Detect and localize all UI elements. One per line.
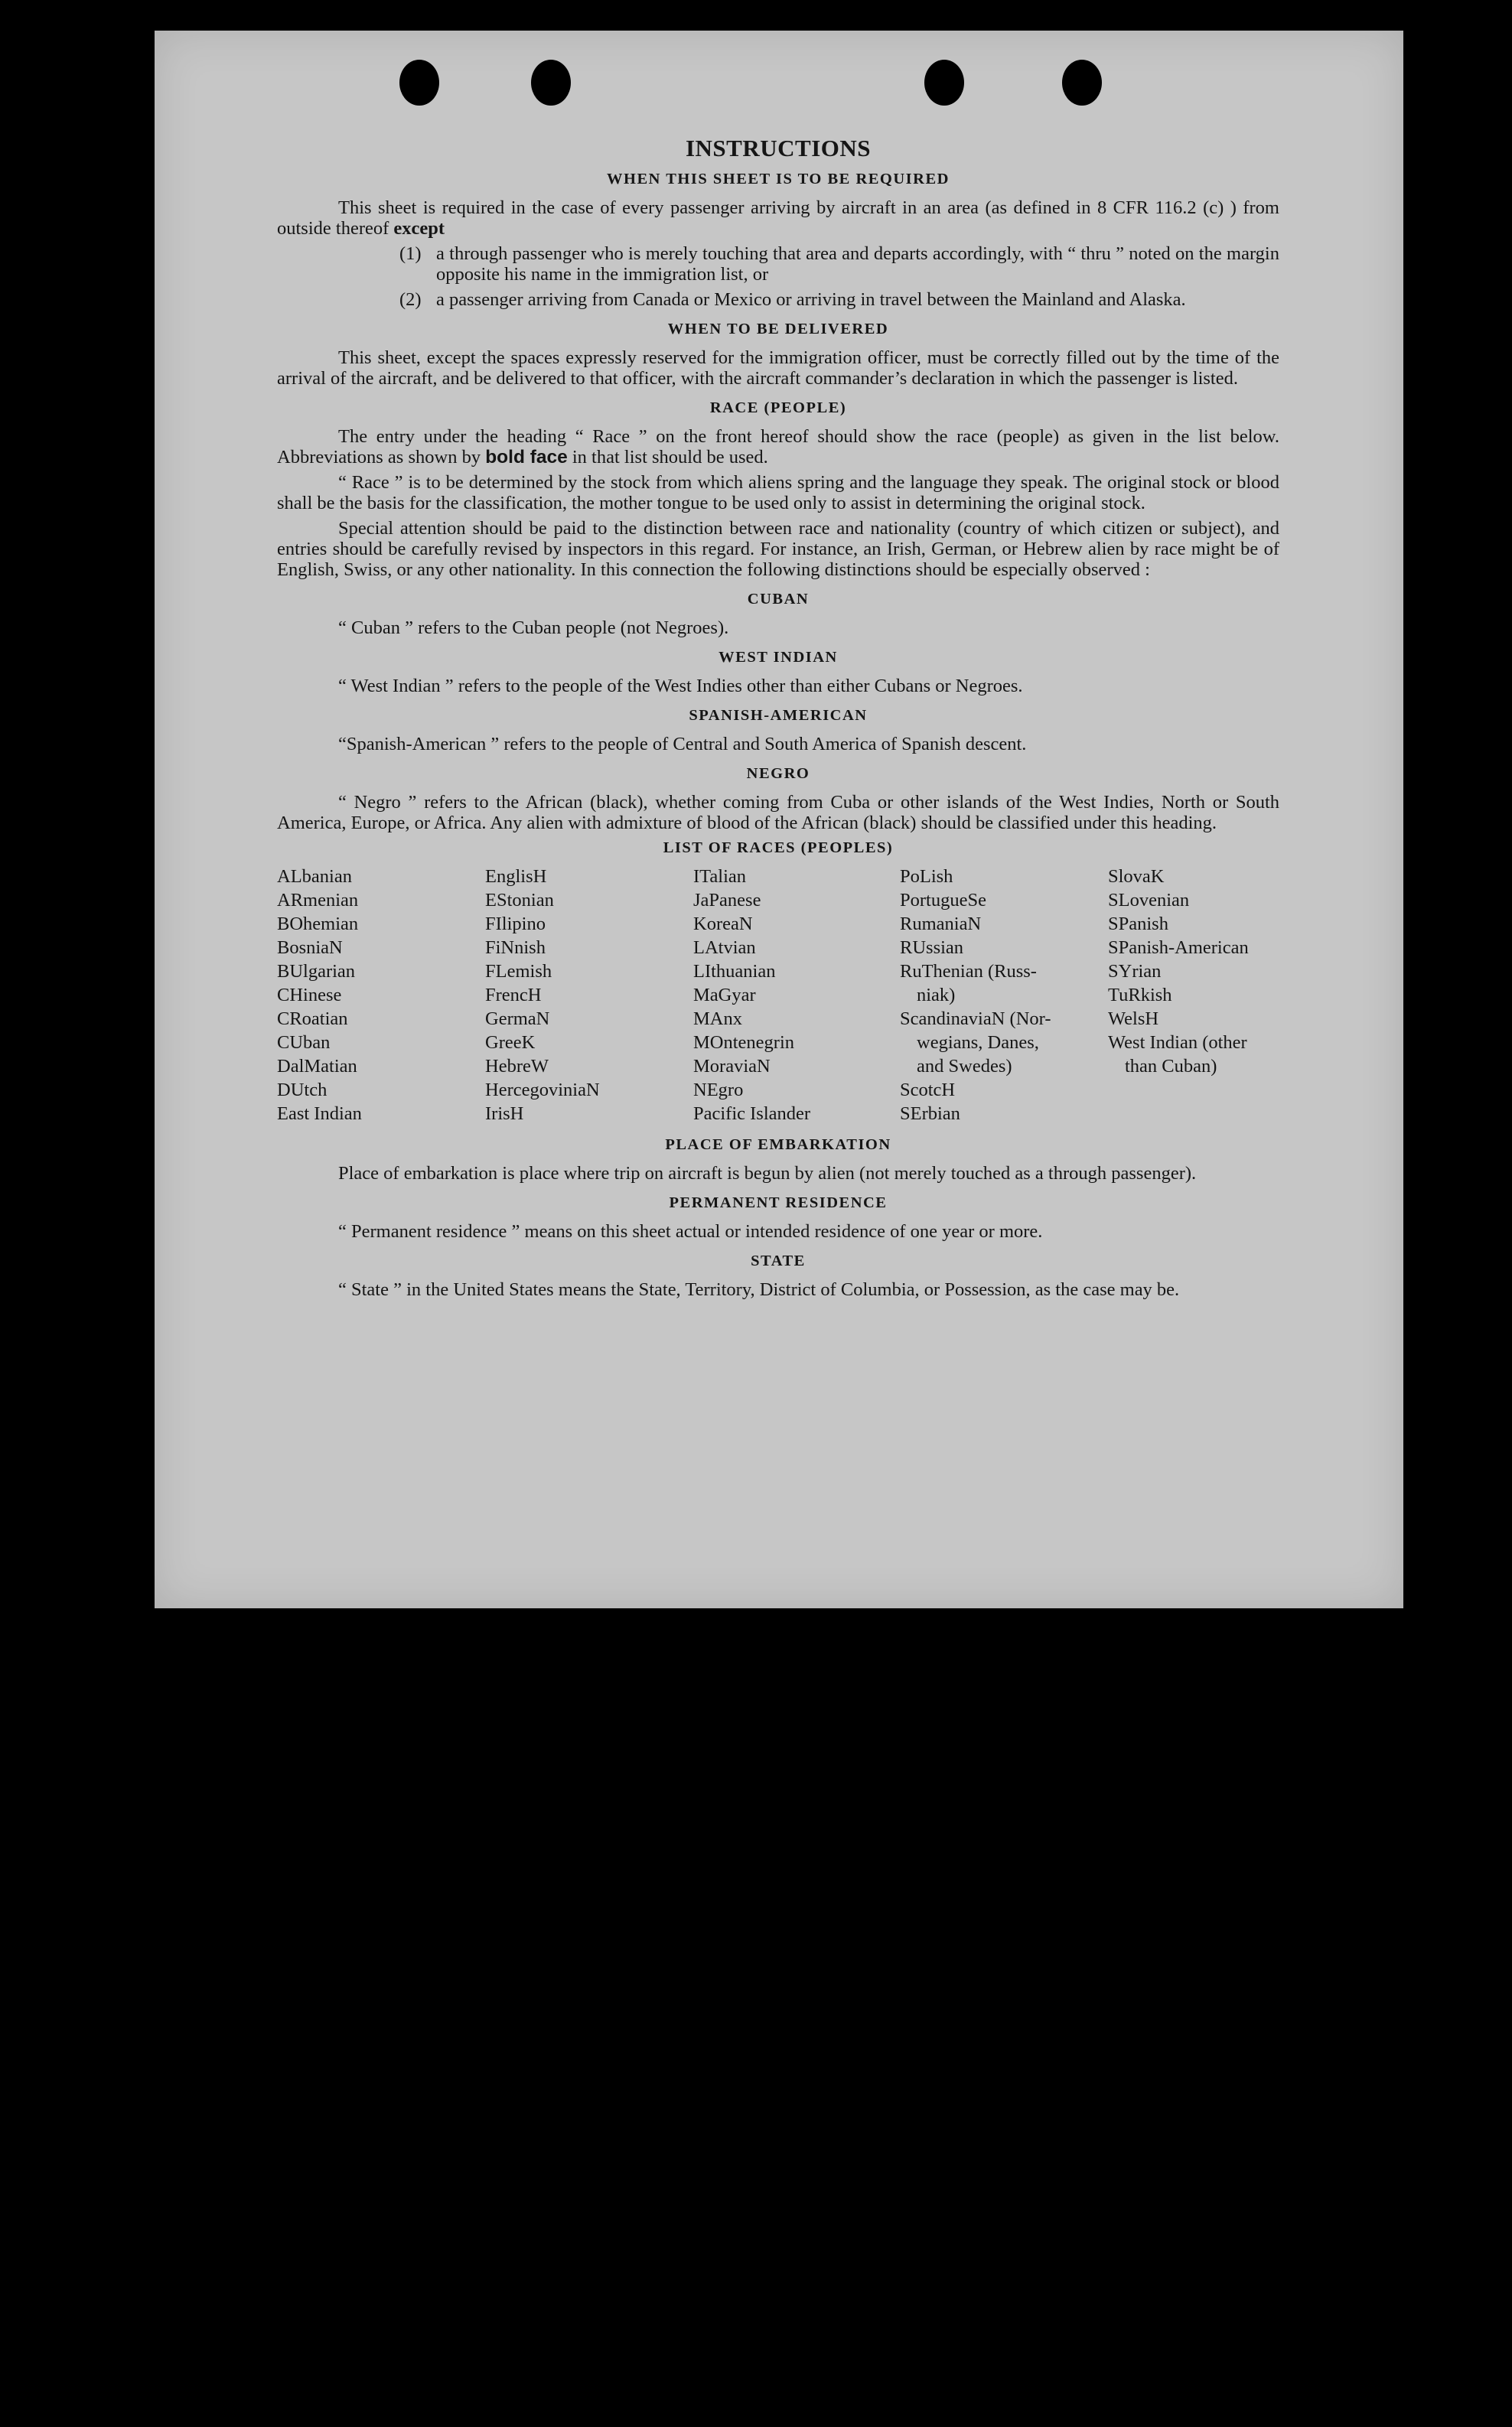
race-p1-text-end: in that list should be used. — [572, 447, 768, 467]
punch-hole — [924, 60, 964, 106]
section-heading-when-required: WHEN THIS SHEET IS TO BE REQUIRED — [607, 171, 950, 187]
race-entry: RUssian — [900, 937, 964, 958]
race-entry: FLemish — [485, 961, 552, 982]
race-entry: ScandinaviaN (Nor- — [900, 1008, 1051, 1029]
punch-hole — [399, 60, 439, 106]
section-heading-when-delivered: WHEN TO BE DELIVERED — [667, 321, 889, 337]
document-sheet — [155, 31, 1403, 1608]
race-entry: PortugueSe — [900, 890, 986, 911]
race-entry: TuRkish — [1108, 985, 1172, 1005]
exception-text: a through passenger who is merely touching that area and departs accordingly, with “ thru ” noted on the margin opposite his name in the immigration list, or — [436, 243, 1279, 285]
section-heading-negro: NEGRO — [746, 765, 810, 782]
race-entry: East Indian — [277, 1103, 362, 1124]
exception-item — [399, 289, 1279, 310]
race-entry: HebreW — [485, 1056, 549, 1077]
race-entry: LIthuanian — [693, 961, 776, 982]
cuban-paragraph: “ Cuban ” refers to the Cuban people (not Negroes). — [338, 617, 729, 638]
race-entry: MOntenegrin — [693, 1032, 794, 1053]
page-title: INSTRUCTIONS — [685, 135, 871, 161]
exception-text: a passenger arriving from Canada or Mexico or arriving in travel between the Mainland and Alaska. — [436, 289, 1186, 310]
section-heading-west-indian: WEST INDIAN — [719, 649, 838, 666]
exception-number: (1) — [399, 243, 422, 264]
race-entry: niak) — [917, 985, 956, 1005]
race-entry: SLovenian — [1108, 890, 1190, 911]
punch-hole — [531, 60, 571, 106]
race-entry: CRoatian — [277, 1008, 348, 1029]
race-entry: RuThenian (Russ- — [900, 961, 1037, 982]
race-entry — [1108, 1078, 1279, 1102]
race-entry: ALbanian — [277, 866, 352, 887]
section-heading-spanish-american: SPANISH-AMERICAN — [689, 707, 868, 724]
race-entry: SPanish — [1108, 914, 1168, 934]
exception-number: (2) — [399, 289, 422, 310]
section-heading-list-of-races: LIST OF RACES (PEOPLES) — [663, 839, 894, 856]
race-entry: WelsH — [1108, 1008, 1159, 1029]
when-required-intro: This sheet is required in the case of every passenger arriving by aircraft in an area (as defined in 8 CFR 116.2 (c) ) from outside thereof — [277, 197, 1279, 239]
negro-paragraph: “ Negro ” refers to the African (black), whether coming from Cuba or other islands of the West Indies, North or South America, Europe, or Africa. Any alien with admixture of blood of the African (black) should be classified under this heading. — [277, 792, 1279, 833]
section-heading-state: STATE — [751, 1253, 806, 1269]
race-entry: DUtch — [277, 1080, 327, 1100]
spanish-american-paragraph: “Spanish-American ” refers to the people of Central and South America of Spanish descent. — [338, 734, 1027, 754]
race-entry: SErbian — [900, 1103, 960, 1124]
race-entry: MAnx — [693, 1008, 742, 1029]
race-entry: Pacific Islander — [693, 1103, 811, 1124]
race-entry: BosniaN — [277, 937, 343, 958]
embarkation-paragraph: Place of embarkation is place where trip on aircraft is begun by alien (not merely touched as a through passenger). — [338, 1163, 1197, 1184]
race-entry: BUlgarian — [277, 961, 356, 982]
race-entry: PoLish — [900, 866, 953, 887]
race-entry: CUban — [277, 1032, 331, 1053]
race-entry: HercegoviniaN — [485, 1080, 600, 1100]
race-entry: ScotcH — [900, 1080, 956, 1100]
race-entry: NEgro — [693, 1080, 744, 1100]
exception-item — [399, 243, 1279, 285]
race-entry: IrisH — [485, 1103, 524, 1124]
race-entry: JaPanese — [693, 890, 761, 911]
race-entry: LAtvian — [693, 937, 756, 958]
race-entry: than Cuban) — [1125, 1056, 1217, 1077]
race-entry: GermaN — [485, 1008, 550, 1029]
race-entry: BOhemian — [277, 914, 359, 934]
instructions-content — [277, 135, 1279, 1305]
when-required-except: except — [393, 218, 445, 239]
race-entry: MoraviaN — [693, 1056, 771, 1077]
state-paragraph: “ State ” in the United States means the State, Territory, District of Columbia, or Possession, as the case may be. — [338, 1279, 1180, 1300]
section-heading-cuban: CUBAN — [747, 591, 810, 608]
race-entry: and Swedes) — [917, 1056, 1012, 1077]
race-entry: ITalian — [693, 866, 747, 887]
race-paragraph-2: “ Race ” is to be determined by the stock from which aliens spring and the language they speak. The original stock or blood shall be the basis for the classification, the mother tongue to be used only to assist in determining the original stock. — [277, 472, 1279, 513]
race-entry: MaGyar — [693, 985, 756, 1005]
race-paragraph-1 — [277, 426, 1279, 467]
race-p1-text: The entry under the heading “ Race ” on the front hereof should show the race (people) as given in the list below. Abbreviations as shown by — [277, 426, 1279, 467]
section-heading-race: RACE (PEOPLE) — [709, 399, 847, 416]
races-list — [277, 865, 1279, 1126]
section-heading-embarkation: PLACE OF EMBARKATION — [665, 1136, 891, 1153]
race-entry: FiNnish — [485, 937, 546, 958]
race-entry: EStonian — [485, 890, 554, 911]
race-entry: RumaniaN — [900, 914, 982, 934]
race-entry: ARmenian — [277, 890, 359, 911]
residence-paragraph: “ Permanent residence ” means on this sheet actual or intended residence of one year or more. — [338, 1221, 1043, 1242]
race-entry: GreeK — [485, 1032, 536, 1053]
race-entry: SlovaK — [1108, 866, 1165, 887]
punch-hole — [1062, 60, 1102, 106]
west-indian-paragraph: “ West Indian ” refers to the people of the West Indies other than either Cubans or Negroes. — [338, 676, 1023, 696]
race-p1-bold: bold face — [485, 447, 568, 467]
race-paragraph-3: Special attention should be paid to the distinction between race and nationality (country of which citizen or subject), and entries should be carefully revised by inspectors in this regard. For instance, an Irish, German, or Hebrew alien by race might be of English, Swiss, or any other nationality. In this connection the following distinctions should be especially observed : — [277, 518, 1279, 580]
section-heading-permanent-residence: PERMANENT RESIDENCE — [669, 1194, 888, 1211]
race-entry — [1108, 1102, 1279, 1126]
race-entry: SYrian — [1108, 961, 1162, 982]
race-entry: FrencH — [485, 985, 542, 1005]
race-entry: FIlipino — [485, 914, 546, 934]
race-entry: West Indian (other — [1108, 1032, 1247, 1053]
when-required-paragraph — [277, 197, 1279, 239]
when-delivered-paragraph: This sheet, except the spaces expressly reserved for the immigration officer, must be correctly filled out by the time of the arrival of the aircraft, and be delivered to that officer, with the aircraft commander’s declaration in which the passenger is listed. — [277, 347, 1279, 389]
race-entry: EnglisH — [485, 866, 547, 887]
race-entry: SPanish-American — [1108, 937, 1249, 958]
race-entry: wegians, Danes, — [917, 1032, 1039, 1053]
race-entry: KoreaN — [693, 914, 753, 934]
race-entry: CHinese — [277, 985, 342, 1005]
race-entry: DalMatian — [277, 1056, 357, 1077]
